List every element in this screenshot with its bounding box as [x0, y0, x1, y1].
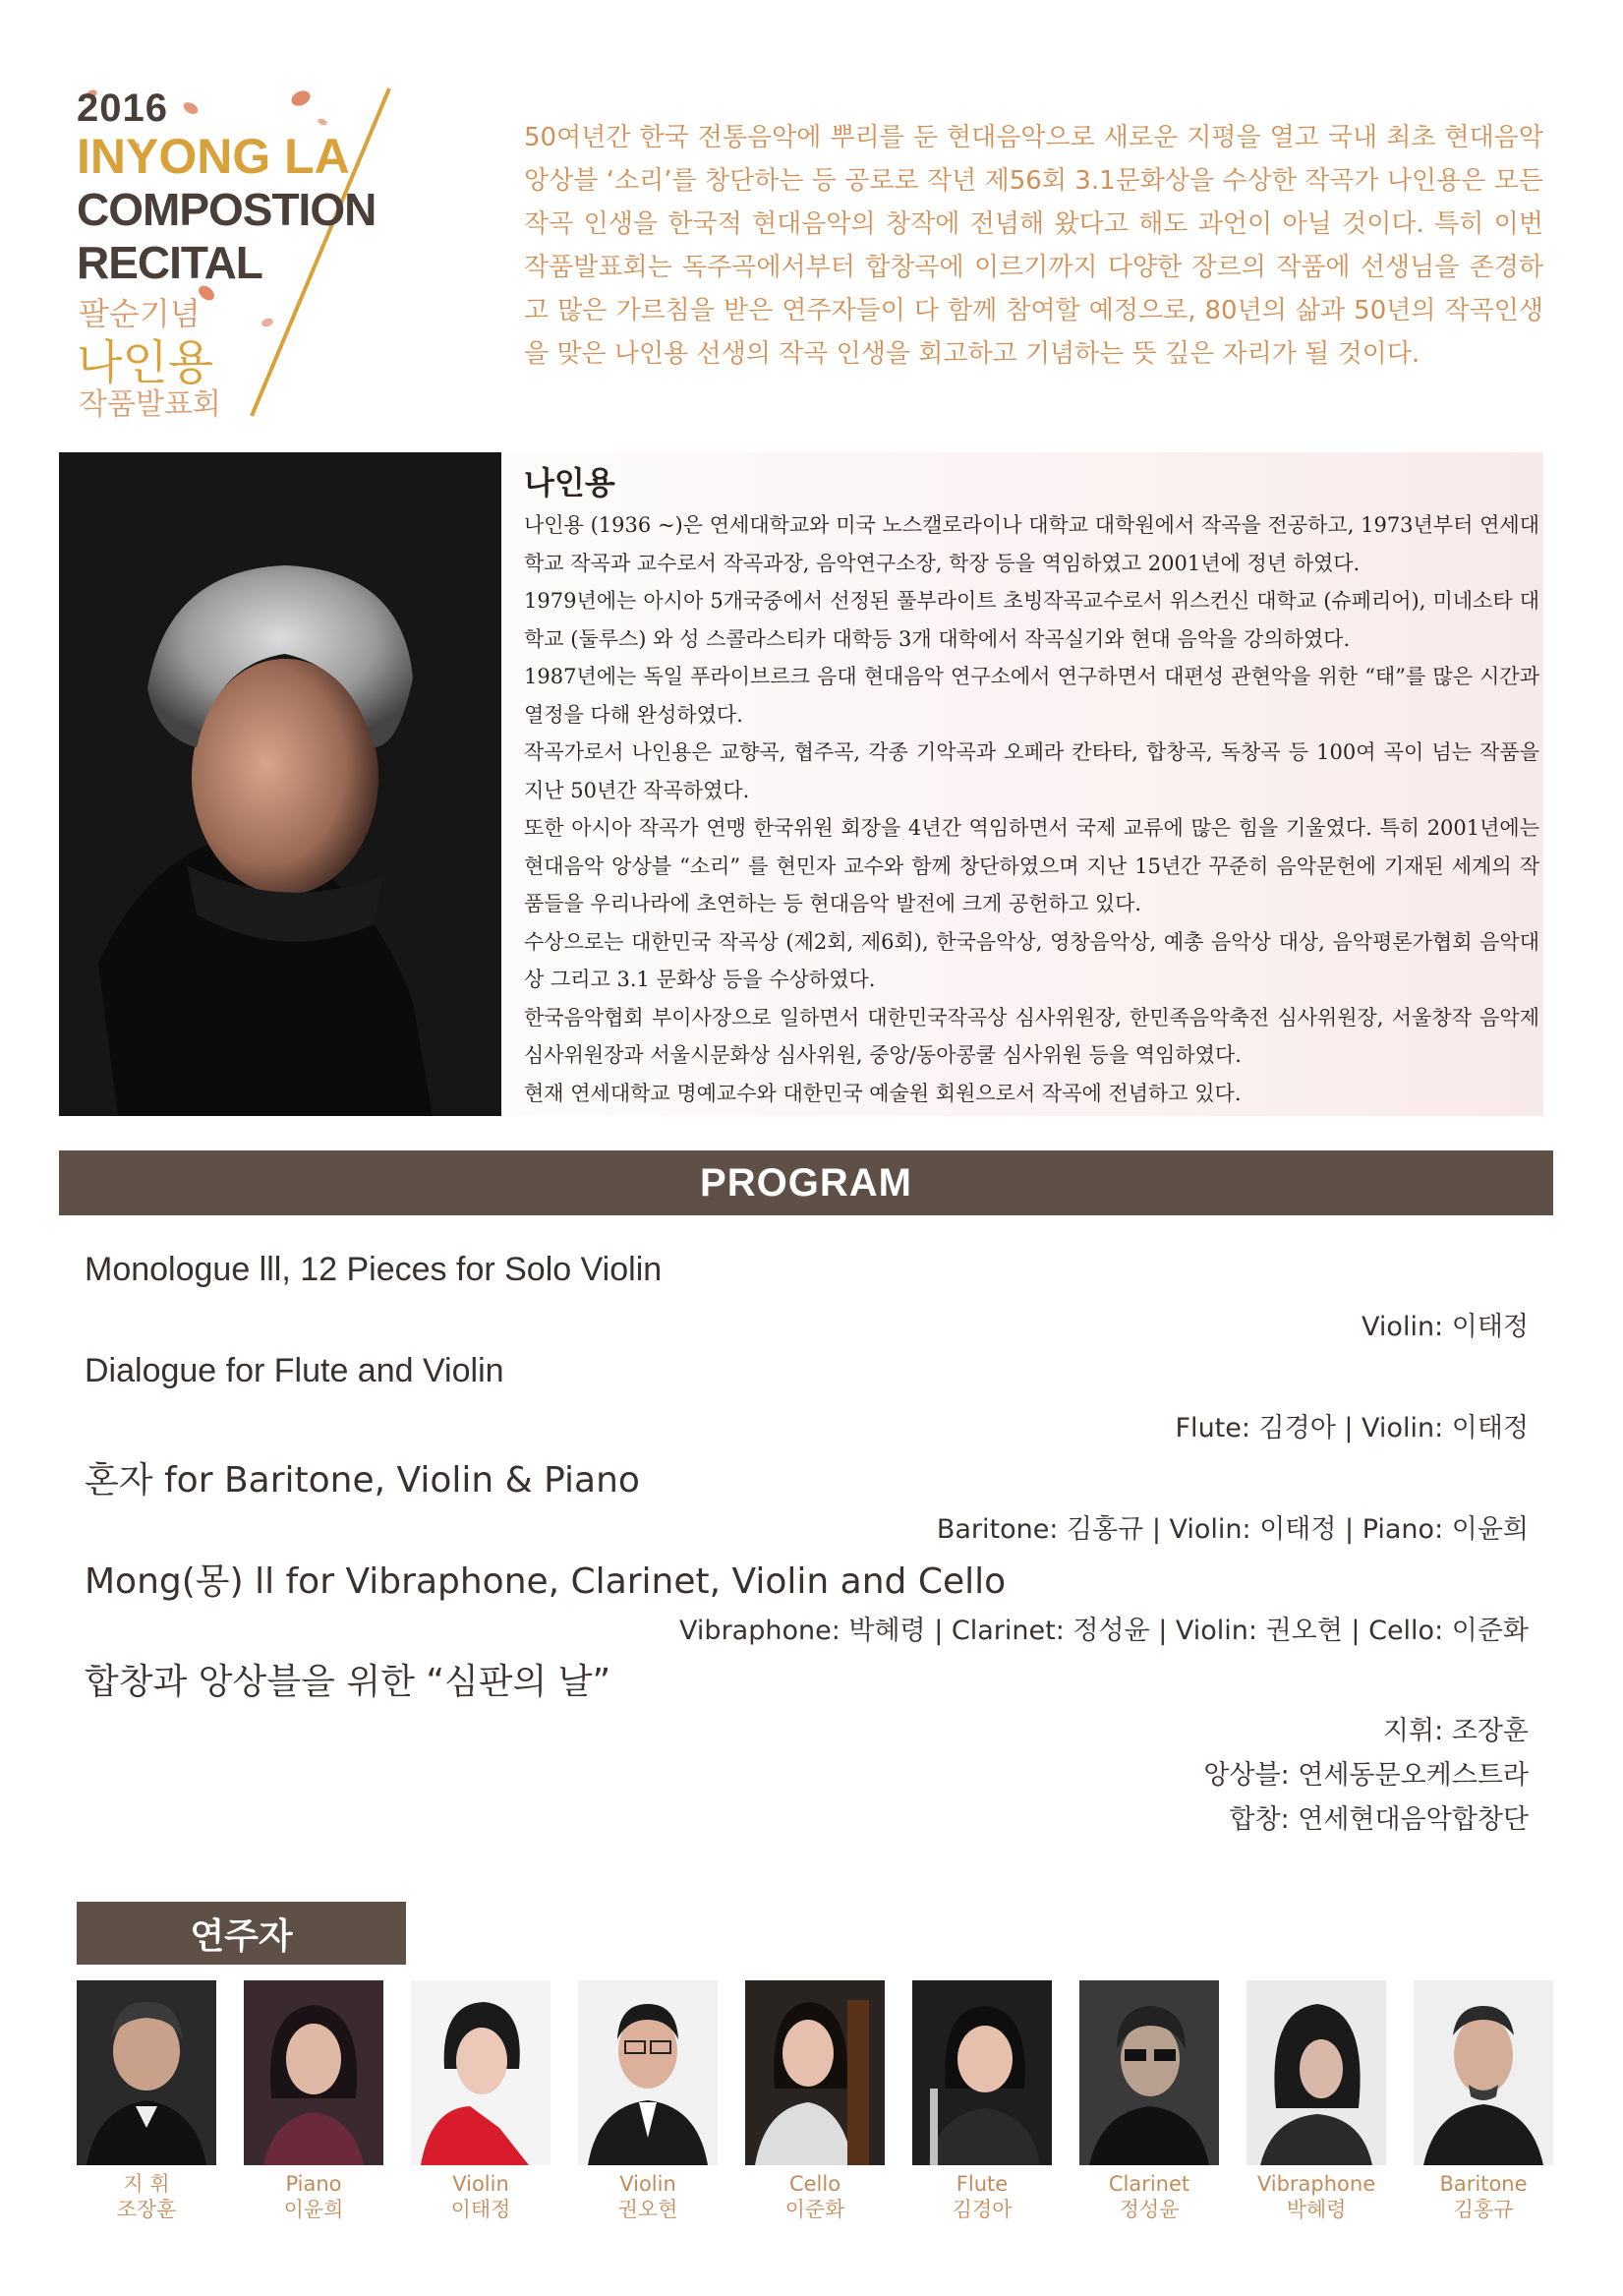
conductor-portrait-icon [77, 1980, 216, 2165]
bio-paragraph: 현재 연세대학교 명예교수와 대한민국 예술원 회원으로서 작곡에 전념하고 있다. [524, 1081, 1242, 1105]
baritone-portrait-icon [1414, 1980, 1553, 2165]
performers-heading: 연주자 [190, 1915, 293, 1957]
performer-role: Violin [452, 2172, 509, 2196]
performer-name: 박혜령 [1286, 2198, 1347, 2221]
program-heading-bar [59, 1150, 1553, 1215]
logo-korean-line3: 작품발표회 [79, 387, 221, 422]
performer-name: 이준화 [784, 2198, 845, 2221]
program-piece-credit: Baritone: 김홍규 | Violin: 이태정 | Piano: 이윤희 [936, 1514, 1529, 1545]
program-piece-title: 합창과 앙상블을 위한 “심판의 날” [85, 1662, 611, 1702]
program-piece-title: Monologue lll, 12 Pieces for Solo Violin [85, 1251, 663, 1288]
logo-title-line3: RECITAL [77, 237, 262, 288]
performer-card [578, 1980, 718, 2222]
performer-name: 권오현 [617, 2198, 678, 2221]
logo-year: 2016 [77, 87, 168, 130]
bio-paragraph: 또한 아시아 작곡가 연맹 한국위원 회장을 4년간 역임하면서 국제 교류에 많은 힘을 기울였다. 특히 2001년에는 현대음악 앙상블 “소리” 를 현민자 교수와 함께 창단하였으며 지난 15년간 꾸준히 음악문헌에 기재된 세계의 작품들을 우리나라에 초연하는 등 현대음악 발전에 크게 공헌하고 있다. [524, 816, 1539, 915]
bio-paragraph: 작곡가로서 나인용은 교향곡, 협주곡, 각종 기악곡과 오페라 칸타타, 합창곡, 독창곡 등 100여 곡이 넘는 작품을 지난 50년간 작곡하였다. [524, 740, 1539, 802]
performer-card [244, 1980, 383, 2222]
performer-role: Clarinet [1108, 2172, 1190, 2196]
performer-role: 지 휘 [123, 2172, 170, 2196]
performer-name: 이윤희 [283, 2198, 344, 2221]
recital-logo [77, 77, 401, 421]
program-piece-credit: Flute: 김경아 | Violin: 이태정 [1175, 1413, 1529, 1443]
performer-name: 조장훈 [116, 2198, 177, 2221]
bio-name: 나인용 [524, 464, 615, 501]
performer-role: Baritone [1439, 2172, 1528, 2196]
cellist-portrait-icon [745, 1980, 885, 2165]
bio-paragraph: 한국음악협회 부이사장으로 일하면서 대한민국작곡상 심사위원장, 한민족음악축전 심사위원장, 서울창작 음악제 심사위원장과 서울시문화상 심사위원, 중앙/동아콩쿨 심사위원 등을 역임하였다. [524, 1005, 1539, 1067]
program-piece-credit: 앙상블: 연세동문오케스트라 [1203, 1760, 1529, 1791]
performer-name: 이태정 [450, 2198, 511, 2221]
violinist-portrait-icon [411, 1980, 551, 2165]
performer-role: Violin [619, 2172, 676, 2196]
vibraphonist-portrait-icon [1246, 1980, 1386, 2165]
performer-card [411, 1980, 551, 2222]
violinist-portrait-icon [578, 1980, 718, 2165]
intro-paragraph: 50여년간 한국 전통음악에 뿌리를 둔 현대음악으로 새로운 지평을 열고 국내 최초 현대음악 앙상블 ‘소리’를 창단하는 등 공로로 작년 제56회 3.1문화상을 수상한 작곡가 나인용은 모든 작곡 인생을 한국적 현대음악의 창작에 전념해 왔다고 해도 과언이 아닐 것이다. 특히 이번 작품발표회는 독주곡에서부터 합창곡에 이르기까지 다양한 장르의 작품에 선생님을 존경하고 많은 가르침을 받은 연주자들이 다 함께 참여할 예정으로, 80년의 삶과 50년의 작곡인생을 맞은 나인용 선생의 작곡 인생을 회고하고 기념하는 뜻 깊은 자리가 될 것이다. [524, 123, 1543, 369]
program-heading: PROGRAM [700, 1160, 912, 1205]
performer-card [745, 1980, 885, 2222]
flutist-portrait-icon [912, 1980, 1052, 2165]
pianist-portrait-icon [244, 1980, 383, 2165]
composer-portrait-image [59, 452, 501, 1116]
performer-card [912, 1980, 1052, 2222]
performer-name: 정성윤 [1119, 2198, 1180, 2221]
performer-role: Flute [956, 2172, 1009, 2196]
composer-portrait [59, 452, 501, 1116]
logo-title-line2: COMPOSTION [77, 184, 377, 235]
performer-role: Cello [788, 2172, 841, 2196]
logo-title-line1: INYONG LA [77, 129, 350, 184]
performer-role: Vibraphone [1256, 2172, 1376, 2196]
program-piece-credit: 합창: 연세현대음악합창단 [1229, 1804, 1529, 1835]
program-piece-credit: Violin: 이태정 [1362, 1312, 1529, 1342]
performer-name: 김경아 [952, 2198, 1013, 2221]
bio-paragraph: 나인용 (1936 ~)은 연세대학교와 미국 노스캘로라이나 대학교 대학원에서 작곡을 전공하고, 1973년부터 연세대학교 작곡과 교수로서 작곡과장, 음악연구소장, 학장 등을 역임하였고 2001년에 정년 하였다. [524, 513, 1539, 575]
performer-card [1246, 1980, 1386, 2222]
performer-name: 김홍규 [1453, 2198, 1514, 2221]
performer-card [1079, 1980, 1219, 2222]
program-piece-credit: 지휘: 조장훈 [1382, 1716, 1529, 1746]
program-piece-credit: Vibraphone: 박혜령 | Clarinet: 정성윤 | Violin: 권오현 | Cello: 이준화 [679, 1616, 1529, 1646]
performers-row [77, 1980, 1551, 2236]
program-piece-title: Mong(몽) ll for Vibraphone, Clarinet, Violin and Cello [85, 1561, 1007, 1602]
bio-paragraph: 1987년에는 독일 푸라이브르크 음대 현대음악 연구소에서 연구하면서 대편성 관현악을 위한 “태”를 많은 시간과 열정을 다해 완성하였다. [524, 665, 1539, 727]
performer-card [77, 1980, 216, 2222]
bio-text [524, 506, 1539, 1112]
clarinetist-portrait-icon [1079, 1980, 1219, 2165]
logo-korean-line2: 나인용 [77, 335, 214, 390]
program-piece-title: Dialogue for Flute and Violin [85, 1352, 504, 1389]
bio-paragraph: 수상으로는 대한민국 작곡상 (제2회, 제6회), 한국음악상, 영창음악상, 예총 음악상 대상, 음악평론가협회 음악대상 그리고 3.1 문화상 등을 수상하였다. [524, 929, 1539, 991]
performer-role: Piano [285, 2172, 342, 2196]
logo-korean-line1: 팔순기념 [79, 295, 201, 332]
bio-paragraph: 1979년에는 아시아 5개국중에서 선정된 풀부라이트 초빙작곡교수로서 위스컨신 대학교 (슈페리어), 미네소타 대학교 (둘루스) 와 성 스콜라스티카 대학등 3개 대학에서 작곡실기와 현대 음악을 강의하였다. [524, 589, 1539, 651]
performer-card [1414, 1980, 1553, 2222]
performers-heading-bar [77, 1902, 406, 1965]
program-piece-title: 혼자 for Baritone, Violin & Piano [85, 1460, 640, 1501]
